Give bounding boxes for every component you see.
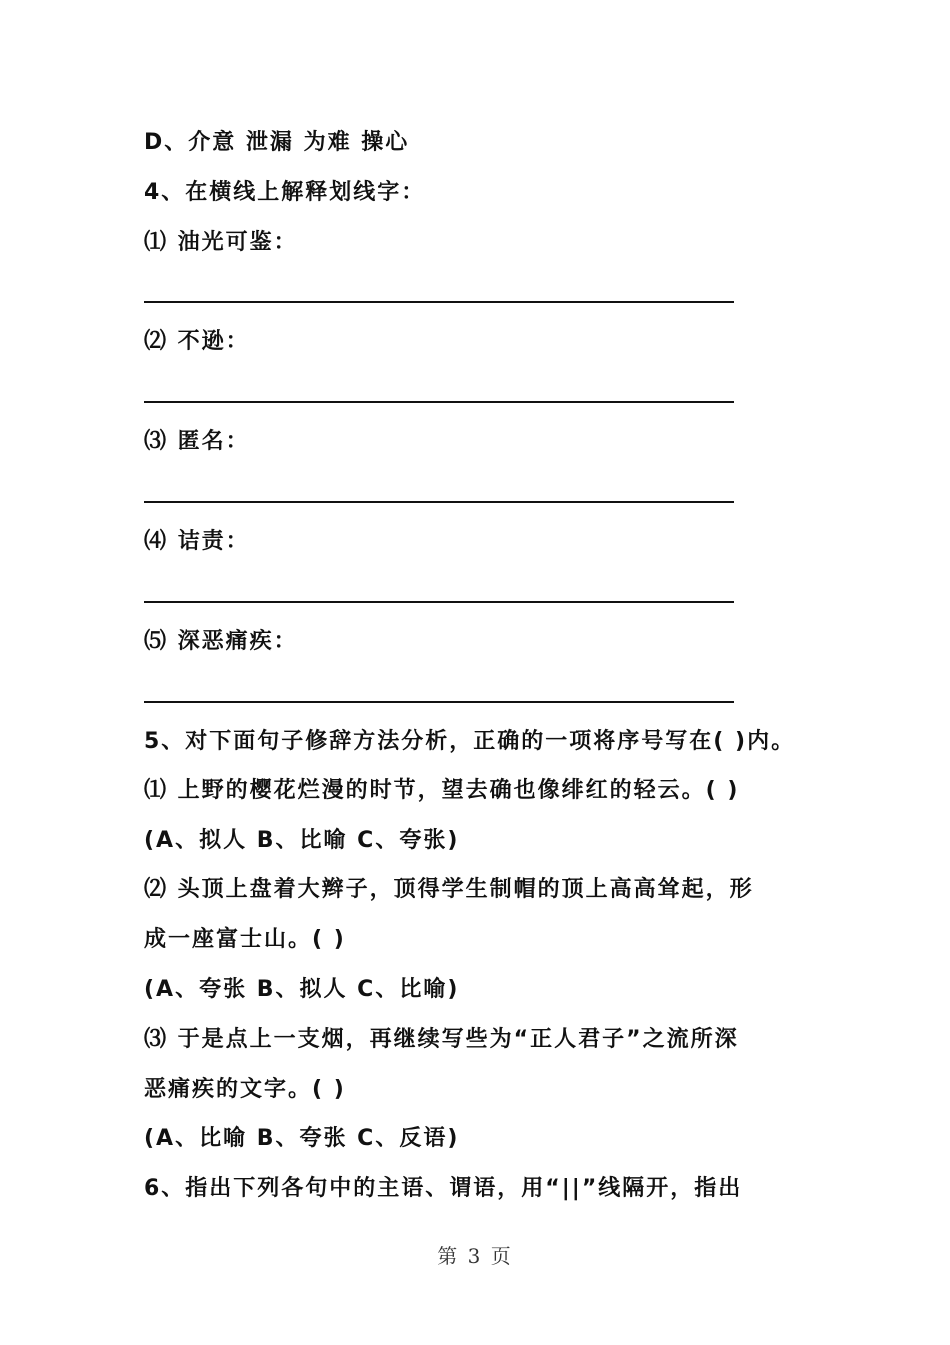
q5-item-3-line2: 恶痛疾的文字。( ) xyxy=(144,1077,346,1102)
q5-item-2-options: (A、夸张 B、拟人 C、比喻) xyxy=(144,977,460,1002)
page-number: 第 3 页 xyxy=(437,1244,513,1268)
answer-line-4[interactable] xyxy=(144,601,734,603)
q5-item-1-options: (A、拟人 B、比喻 C、夸张) xyxy=(144,828,460,853)
q5-item-2-line2: 成一座富士山。( ) xyxy=(144,927,346,952)
q3-option-d: D、介意 泄漏 为难 操心 xyxy=(144,130,410,155)
answer-line-3[interactable] xyxy=(144,501,734,503)
answer-line-5[interactable] xyxy=(144,701,734,703)
q6-title: 6、指出下列各句中的主语、谓语，用“||”线隔开，指出 xyxy=(144,1176,743,1201)
q5-item-3-options: (A、比喻 B、夸张 C、反语) xyxy=(144,1126,460,1151)
q4-item-2: ⑵ 不逊： xyxy=(144,329,250,354)
q4-item-5: ⑸ 深恶痛疾： xyxy=(144,629,298,654)
q4-item-4: ⑷ 诘责： xyxy=(144,529,250,554)
q5-item-2-line1: ⑵ 头顶上盘着大辫子，顶得学生制帽的顶上高高耸起，形 xyxy=(144,877,754,902)
q4-item-1: ⑴ 油光可鉴： xyxy=(144,230,298,255)
answer-line-1[interactable] xyxy=(144,301,734,303)
q5-title: 5、对下面句子修辞方法分析，正确的一项将序号写在( )内。 xyxy=(144,729,796,754)
answer-line-2[interactable] xyxy=(144,401,734,403)
q4-title: 4、在横线上解释划线字： xyxy=(144,180,426,205)
q5-item-1: ⑴ 上野的樱花烂漫的时节，望去确也像绯红的轻云。( ) xyxy=(144,778,740,803)
q5-item-3-line1: ⑶ 于是点上一支烟，再继续写些为“正人君子”之流所深 xyxy=(144,1027,739,1052)
q4-item-3: ⑶ 匿名： xyxy=(144,429,250,454)
